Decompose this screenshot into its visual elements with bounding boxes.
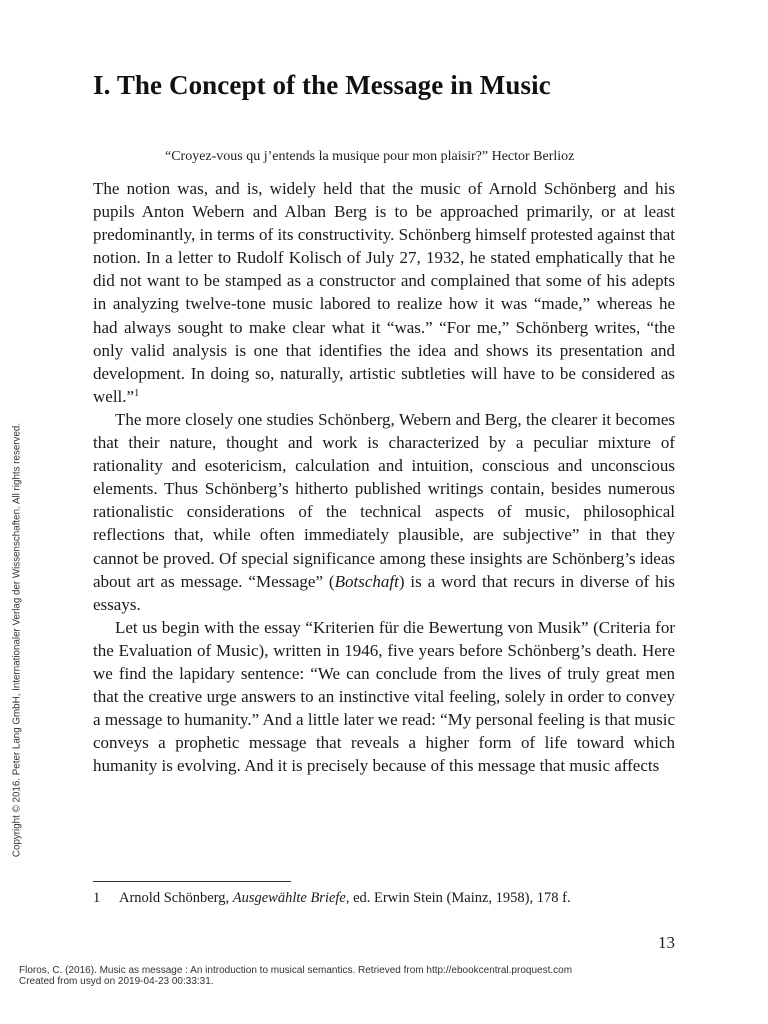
paragraph-2-text-after: ) is a word that recurs in diverse of his essays. [93, 571, 675, 614]
footnote-italic-title: Ausgewählte Briefe [232, 890, 346, 906]
paragraph-2-text-before: The more closely one studies Schönberg, Webern and Berg, the clearer it becomes that their nature, thought and work is characterized by a peculiar mixture of rationality and esotericism, calculation and intuition, conscious and unconscious elements. Thus Schönberg’s hitherto published writings contain, besides numerous rationalistic considerations of the technical aspects of music, philosophical reflections that, while often immediately plausible, are subjective” in that they cannot be proved. Of special significance among these insights are Schönberg’s ideas about art as message. “Message” ( [93, 409, 675, 591]
paragraph-3 [93, 616, 675, 778]
paragraph-1 [93, 177, 675, 408]
citation-line-1: Floros, C. (2016). Music as message : An introduction to musical semantics. Retrieved from http://ebookcentral.proquest.com [19, 965, 573, 976]
chapter-title: I. The Concept of the Message in Music [93, 70, 551, 100]
side-copyright-notice: Copyright © 2016. Peter Lang GmbH, Internationaler Verlag der Wissenschaften. All rights reserved. [11, 422, 23, 858]
paragraph-1-text: The notion was, and is, widely held that the music of Arnold Schönberg and his pupils Anton Webern and Alban Berg is to be approached primarily, or at least predominantly, in terms of its constructivity. Schönberg himself protested against that notion. In a letter to Rudolf Kolisch of July 27, 1932, he stated emphatically that he did not want to be stamped as a constructor and complained that some of his adepts in analyzing twelve-tone music labored to realize how it was “made,” whereas he had always sought to make clear what it “was.” “For me,” Schönberg writes, “the only valid analysis is one that identifies the idea and shows its presentation and development. In doing so, naturally, artistic subtleties will have to be considered as well.” [93, 179, 675, 406]
footnote-reference[interactable]: 1 [134, 387, 140, 399]
footnote [93, 890, 675, 907]
footnote-text-after: , ed. Erwin Stein (Mainz, 1958), 178 f. [345, 890, 571, 906]
page-number: 13 [658, 933, 675, 952]
paragraph-2-italic-term: Botschaft [334, 571, 399, 591]
paragraph-3-text: Let us begin with the essay “Kriterien für die Bewertung von Musik” (Criteria for the Evaluation of Music), written in 1946, five years before Schönberg’s death. Here we find the lapidary sentence: “We can conclude from the lives of truly great men that the creative urge answers to an instinctive vital feeling, solely in order to convey a message to humanity.” And a little later we read: “My personal feeling is that music conveys a prophetic message that reveals a higher form of life toward which humanity is evolving. And it is precisely because of this message that music affects [93, 617, 675, 776]
epigraph: “Croyez-vous qu j’entends la musique pour mon plaisir?” Hector Berlioz [165, 149, 575, 164]
footnote-text-before: Arnold Schönberg, [119, 890, 233, 906]
main-text [93, 177, 675, 777]
citation-footer [19, 965, 572, 987]
footnote-number: 1 [93, 890, 101, 906]
citation-line-2: Created from usyd on 2019-04-23 00:33:31. [19, 976, 214, 987]
paragraph-2 [93, 408, 675, 616]
footnote-divider [93, 881, 291, 882]
